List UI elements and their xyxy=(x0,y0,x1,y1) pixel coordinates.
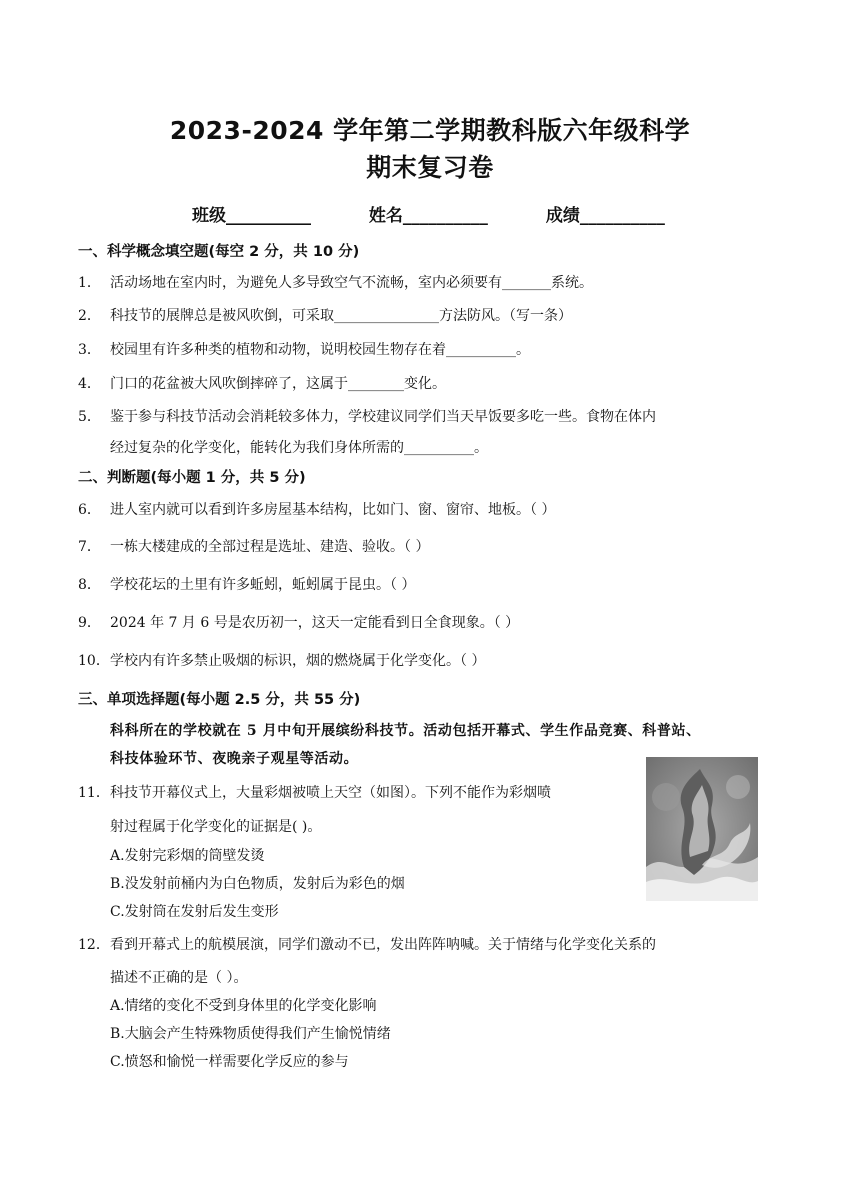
question-text: 学校内有许多禁止吸烟的标识，烟的燃烧属于化学变化。（ ） xyxy=(110,653,486,669)
question-text: 门口的花盆被大风吹倒摔碎了，这属于________变化。 xyxy=(110,376,446,392)
question-number: 12． xyxy=(78,937,110,953)
section-heading-true-false: 二、判断题(每小题 1 分，共 5 分) xyxy=(78,470,306,486)
question-12-option-c: C.愤怒和愉悦一样需要化学反应的参与 xyxy=(110,1054,349,1070)
scenario-intro-line2: 科技体验环节、夜晚亲子观星等活动。 xyxy=(110,751,359,767)
question-8 xyxy=(78,574,415,594)
question-12-option-b: B.大脑会产生特殊物质使得我们产生愉悦情绪 xyxy=(110,1026,391,1042)
question-12-option-a: A.情绪的变化不受到身体里的化学变化影响 xyxy=(110,998,377,1014)
question-11-option-b: B.没发射前桶内为白色物质，发射后为彩色的烟 xyxy=(110,876,405,892)
question-text: 活动场地在室内时，为避免人多导致空气不流畅，室内必须要有_______系统。 xyxy=(110,275,593,291)
question-text: 校园里有许多种类的植物和动物，说明校园生物存在着__________。 xyxy=(110,342,530,358)
student-info-fields xyxy=(192,201,717,226)
question-5 xyxy=(78,406,656,426)
question-number: 2． xyxy=(78,308,101,324)
question-number: 1． xyxy=(78,275,101,291)
question-11-continuation: 射过程属于化学变化的证据是( )。 xyxy=(110,819,322,835)
question-11 xyxy=(78,782,551,802)
exam-title-line1: 2023-2024 学年第二学期教科版六年级科学 xyxy=(169,116,691,145)
question-text: 一栋大楼建成的全部过程是选址、建造、验收。（ ） xyxy=(110,539,430,555)
class-field: 班级__________ xyxy=(192,206,311,226)
question-number: 3． xyxy=(78,342,101,358)
question-6 xyxy=(78,499,555,519)
question-number: 9． xyxy=(78,615,101,631)
question-text: 鉴于参与科技节活动会消耗较多体力，学校建议同学们当天早饭要多吃一些。食物在体内 xyxy=(110,409,656,425)
question-12 xyxy=(78,934,656,954)
question-10 xyxy=(78,650,485,670)
question-number: 11． xyxy=(78,785,110,801)
question-9 xyxy=(78,612,519,632)
question-text: 学校花坛的土里有许多蚯蚓，蚯蚓属于昆虫。（ ） xyxy=(110,577,416,593)
question-number: 5． xyxy=(78,409,101,425)
question-11-option-a: A.发射完彩烟的筒壁发烫 xyxy=(110,848,265,864)
question-4 xyxy=(78,373,446,393)
name-field: 姓名__________ xyxy=(368,206,488,226)
question-3 xyxy=(78,339,530,359)
section-heading-fill-blank: 一、科学概念填空题(每空 2 分，共 10 分) xyxy=(78,244,360,260)
question-number: 7． xyxy=(78,539,101,555)
question-number: 8． xyxy=(78,577,101,593)
question-5-continuation: 经过复杂的化学变化，能转化为我们身体所需的__________。 xyxy=(110,440,488,456)
question-7 xyxy=(78,536,429,556)
question-text: 2024 年 7 月 6 号是农历初一，这天一定能看到日全食现象。（ ） xyxy=(110,615,520,631)
question-number: 6． xyxy=(78,502,101,518)
question-text: 科技节的展牌总是被风吹倒，可采取_______________方法防风。（写一条） xyxy=(110,308,572,324)
question-number: 10． xyxy=(78,653,110,669)
question-number: 4． xyxy=(78,376,101,392)
exam-title-line2: 期末复习卷 xyxy=(366,153,494,182)
question-11-option-c: C.发射筒在发射后发生变形 xyxy=(110,904,279,920)
scenario-intro-line1: 科科所在的学校就在 5 月中旬开展缤纷科技节。活动包括开幕式、学生作品竞赛、科普站、 xyxy=(110,723,701,739)
question-text: 科技节开幕仪式上，大量彩烟被喷上天空（如图）。下列不能作为彩烟喷 xyxy=(110,785,551,801)
question-12-continuation: 描述不正确的是（ ）。 xyxy=(110,970,248,986)
score-field: 成绩__________ xyxy=(545,206,665,226)
section-heading-multiple-choice: 三、单项选择题(每小题 2.5 分，共 55 分) xyxy=(78,692,361,708)
question-2 xyxy=(78,305,572,325)
question-1 xyxy=(78,272,593,292)
colored-smoke-photo xyxy=(646,757,758,901)
question-text: 进人室内就可以看到许多房屋基本结构，比如门、窗、窗帘、地板。（ ） xyxy=(110,502,556,518)
smoke-image xyxy=(646,757,758,901)
question-text: 看到开幕式上的航模展演，同学们激动不已，发出阵阵呐喊。关于情绪与化学变化关系的 xyxy=(110,937,656,953)
